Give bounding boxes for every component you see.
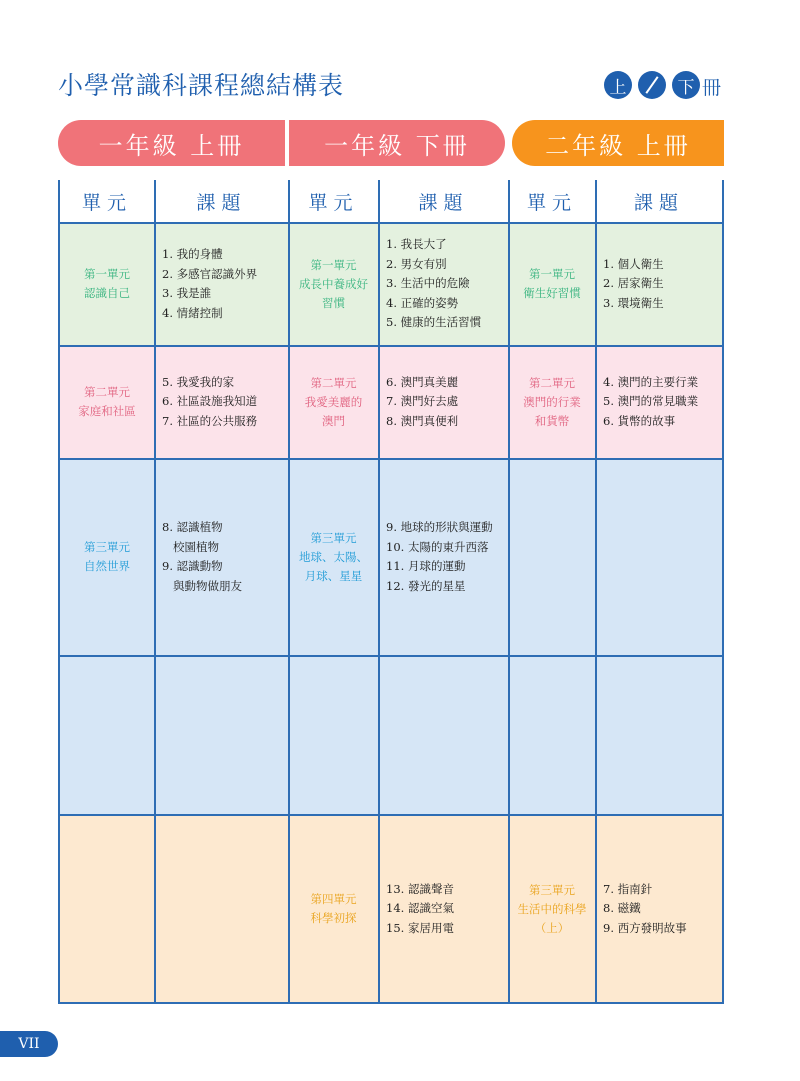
header-unit: 單元 bbox=[526, 191, 577, 214]
unit-title: 澳門的行業 bbox=[523, 394, 581, 409]
topic-item: 9. 地球的形狀與運動 bbox=[386, 520, 493, 534]
unit-cell bbox=[60, 222, 154, 346]
topic-list bbox=[603, 815, 687, 1003]
topic-item: 11. 月球的運動 bbox=[386, 559, 466, 573]
topic-item: 4. 正確的姿勢 bbox=[386, 295, 459, 310]
unit-cell bbox=[509, 815, 595, 1003]
topic-item: 5. 澳門的常見職業 bbox=[603, 394, 699, 409]
col-divider bbox=[595, 180, 597, 1004]
header-topic: 課題 bbox=[633, 191, 684, 214]
unit-number: 第三單元 bbox=[310, 530, 357, 545]
topic-item: 6. 澳門真美麗 bbox=[386, 374, 459, 389]
topic-list bbox=[162, 222, 257, 346]
topic-list bbox=[386, 815, 454, 1003]
slash-icon bbox=[638, 71, 666, 99]
topic-item: 5. 我愛我的家 bbox=[162, 374, 235, 389]
unit-number: 第一單元 bbox=[84, 267, 130, 281]
topic-item: 5. 健康的生活習慣 bbox=[386, 315, 482, 330]
topic-item: 9. 西方發明故事 bbox=[603, 920, 687, 935]
unit-number: 第二單元 bbox=[529, 375, 575, 390]
topic-item: 與動物做朋友 bbox=[162, 578, 242, 593]
topic-item: 6. 社區設施我知道 bbox=[162, 394, 258, 409]
topic-item: 3. 生活中的危險 bbox=[386, 276, 470, 291]
volume-book-label: 冊 bbox=[702, 77, 722, 99]
topic-item: 7. 指南針 bbox=[603, 881, 653, 896]
unit-title: 澳門 bbox=[322, 413, 345, 428]
topic-item: 12. 發光的星星 bbox=[386, 578, 466, 593]
unit-cell bbox=[289, 346, 378, 458]
unit-cell bbox=[289, 459, 378, 655]
col-divider bbox=[154, 180, 156, 1004]
unit-title: 習慣 bbox=[322, 295, 345, 310]
topic-item: 3. 我是誰 bbox=[162, 286, 212, 300]
topic-list bbox=[603, 346, 698, 458]
unit-number: 第二單元 bbox=[310, 375, 357, 390]
topic-item: 6. 貨幣的故事 bbox=[603, 413, 676, 428]
topic-item: 3. 環境衛生 bbox=[603, 295, 664, 310]
unit-title: （上） bbox=[534, 920, 570, 935]
topic-list bbox=[162, 459, 242, 655]
topic-item: 8. 澳門真便利 bbox=[386, 413, 459, 428]
topic-item: 13. 認識聲音 bbox=[386, 881, 454, 896]
topic-item: 校園植物 bbox=[162, 539, 219, 554]
unit-cell bbox=[60, 346, 154, 458]
header-unit: 單元 bbox=[308, 191, 359, 214]
unit-number: 第一單元 bbox=[310, 257, 357, 272]
unit-title: 自然世界 bbox=[84, 559, 130, 573]
unit-cell bbox=[289, 222, 378, 346]
unit-title: 科學初探 bbox=[310, 911, 357, 925]
topic-item: 7. 澳門好去處 bbox=[386, 394, 459, 409]
unit-title: 我愛美麗的 bbox=[304, 394, 363, 409]
unit-title: 和貨幣 bbox=[534, 413, 570, 428]
header-topic: 課題 bbox=[196, 191, 247, 214]
topic-item: 9. 認識動物 bbox=[162, 559, 223, 573]
topic-item: 2. 多感官認識外界 bbox=[162, 266, 258, 281]
unit-title: 成長中養成好 bbox=[299, 276, 368, 291]
topic-list bbox=[162, 346, 257, 458]
unit-title: 衛生好習慣 bbox=[523, 286, 581, 300]
topic-list bbox=[386, 222, 481, 346]
topic-item: 1. 我的身體 bbox=[162, 247, 223, 261]
topic-item: 2. 居家衛生 bbox=[603, 276, 664, 291]
topic-item: 14. 認識空氣 bbox=[386, 901, 454, 916]
unit-cell bbox=[509, 346, 595, 458]
unit-cell bbox=[509, 222, 595, 346]
topic-item: 4. 情緒控制 bbox=[162, 305, 223, 320]
topic-item: 8. 磁鐵 bbox=[603, 901, 641, 916]
unit-title: 家庭和社區 bbox=[78, 404, 136, 418]
volume-up-badge: 上 bbox=[604, 71, 632, 99]
row-divider bbox=[58, 655, 724, 657]
unit-number: 第一單元 bbox=[529, 267, 575, 281]
tab-grade1-vol2: 一年級 下冊 bbox=[289, 120, 505, 166]
header-unit: 單元 bbox=[81, 191, 132, 214]
page-title: 小學常識科課程總結構表 bbox=[58, 71, 345, 100]
page-number: VII bbox=[0, 1031, 58, 1057]
unit-number: 第二單元 bbox=[84, 385, 130, 399]
unit-number: 第三單元 bbox=[84, 540, 130, 554]
unit-cell bbox=[289, 815, 378, 1003]
unit-cell bbox=[60, 459, 154, 655]
topic-item: 1. 我長大了 bbox=[386, 237, 447, 252]
topic-item: 4. 澳門的主要行業 bbox=[603, 374, 699, 389]
topic-item: 8. 認識植物 bbox=[162, 520, 223, 534]
col-divider bbox=[378, 180, 380, 1004]
topic-item: 15. 家居用電 bbox=[386, 920, 454, 935]
topic-item: 7. 社區的公共服務 bbox=[162, 413, 258, 428]
unit-title: 地球、太陽、 bbox=[299, 549, 368, 564]
unit-title: 生活中的科學 bbox=[517, 901, 587, 916]
tab-grade2-vol1: 二年級 上冊 bbox=[512, 120, 724, 166]
volume-down-badge: 下 bbox=[672, 71, 700, 99]
topic-list bbox=[386, 459, 493, 655]
topic-list bbox=[386, 346, 458, 458]
unit-number: 第三單元 bbox=[529, 882, 575, 897]
topic-item: 1. 個人衛生 bbox=[603, 256, 664, 271]
topic-item: 10. 太陽的東升西落 bbox=[386, 539, 489, 554]
unit-number: 第四單元 bbox=[310, 892, 357, 906]
tab-grade1-vol1: 一年級 上冊 bbox=[58, 120, 285, 166]
header-topic: 課題 bbox=[418, 191, 469, 214]
unit-title: 認識自己 bbox=[84, 286, 130, 300]
topic-list bbox=[603, 222, 664, 346]
unit-title: 月球、星星 bbox=[304, 568, 363, 583]
topic-item: 2. 男女有別 bbox=[386, 256, 447, 271]
